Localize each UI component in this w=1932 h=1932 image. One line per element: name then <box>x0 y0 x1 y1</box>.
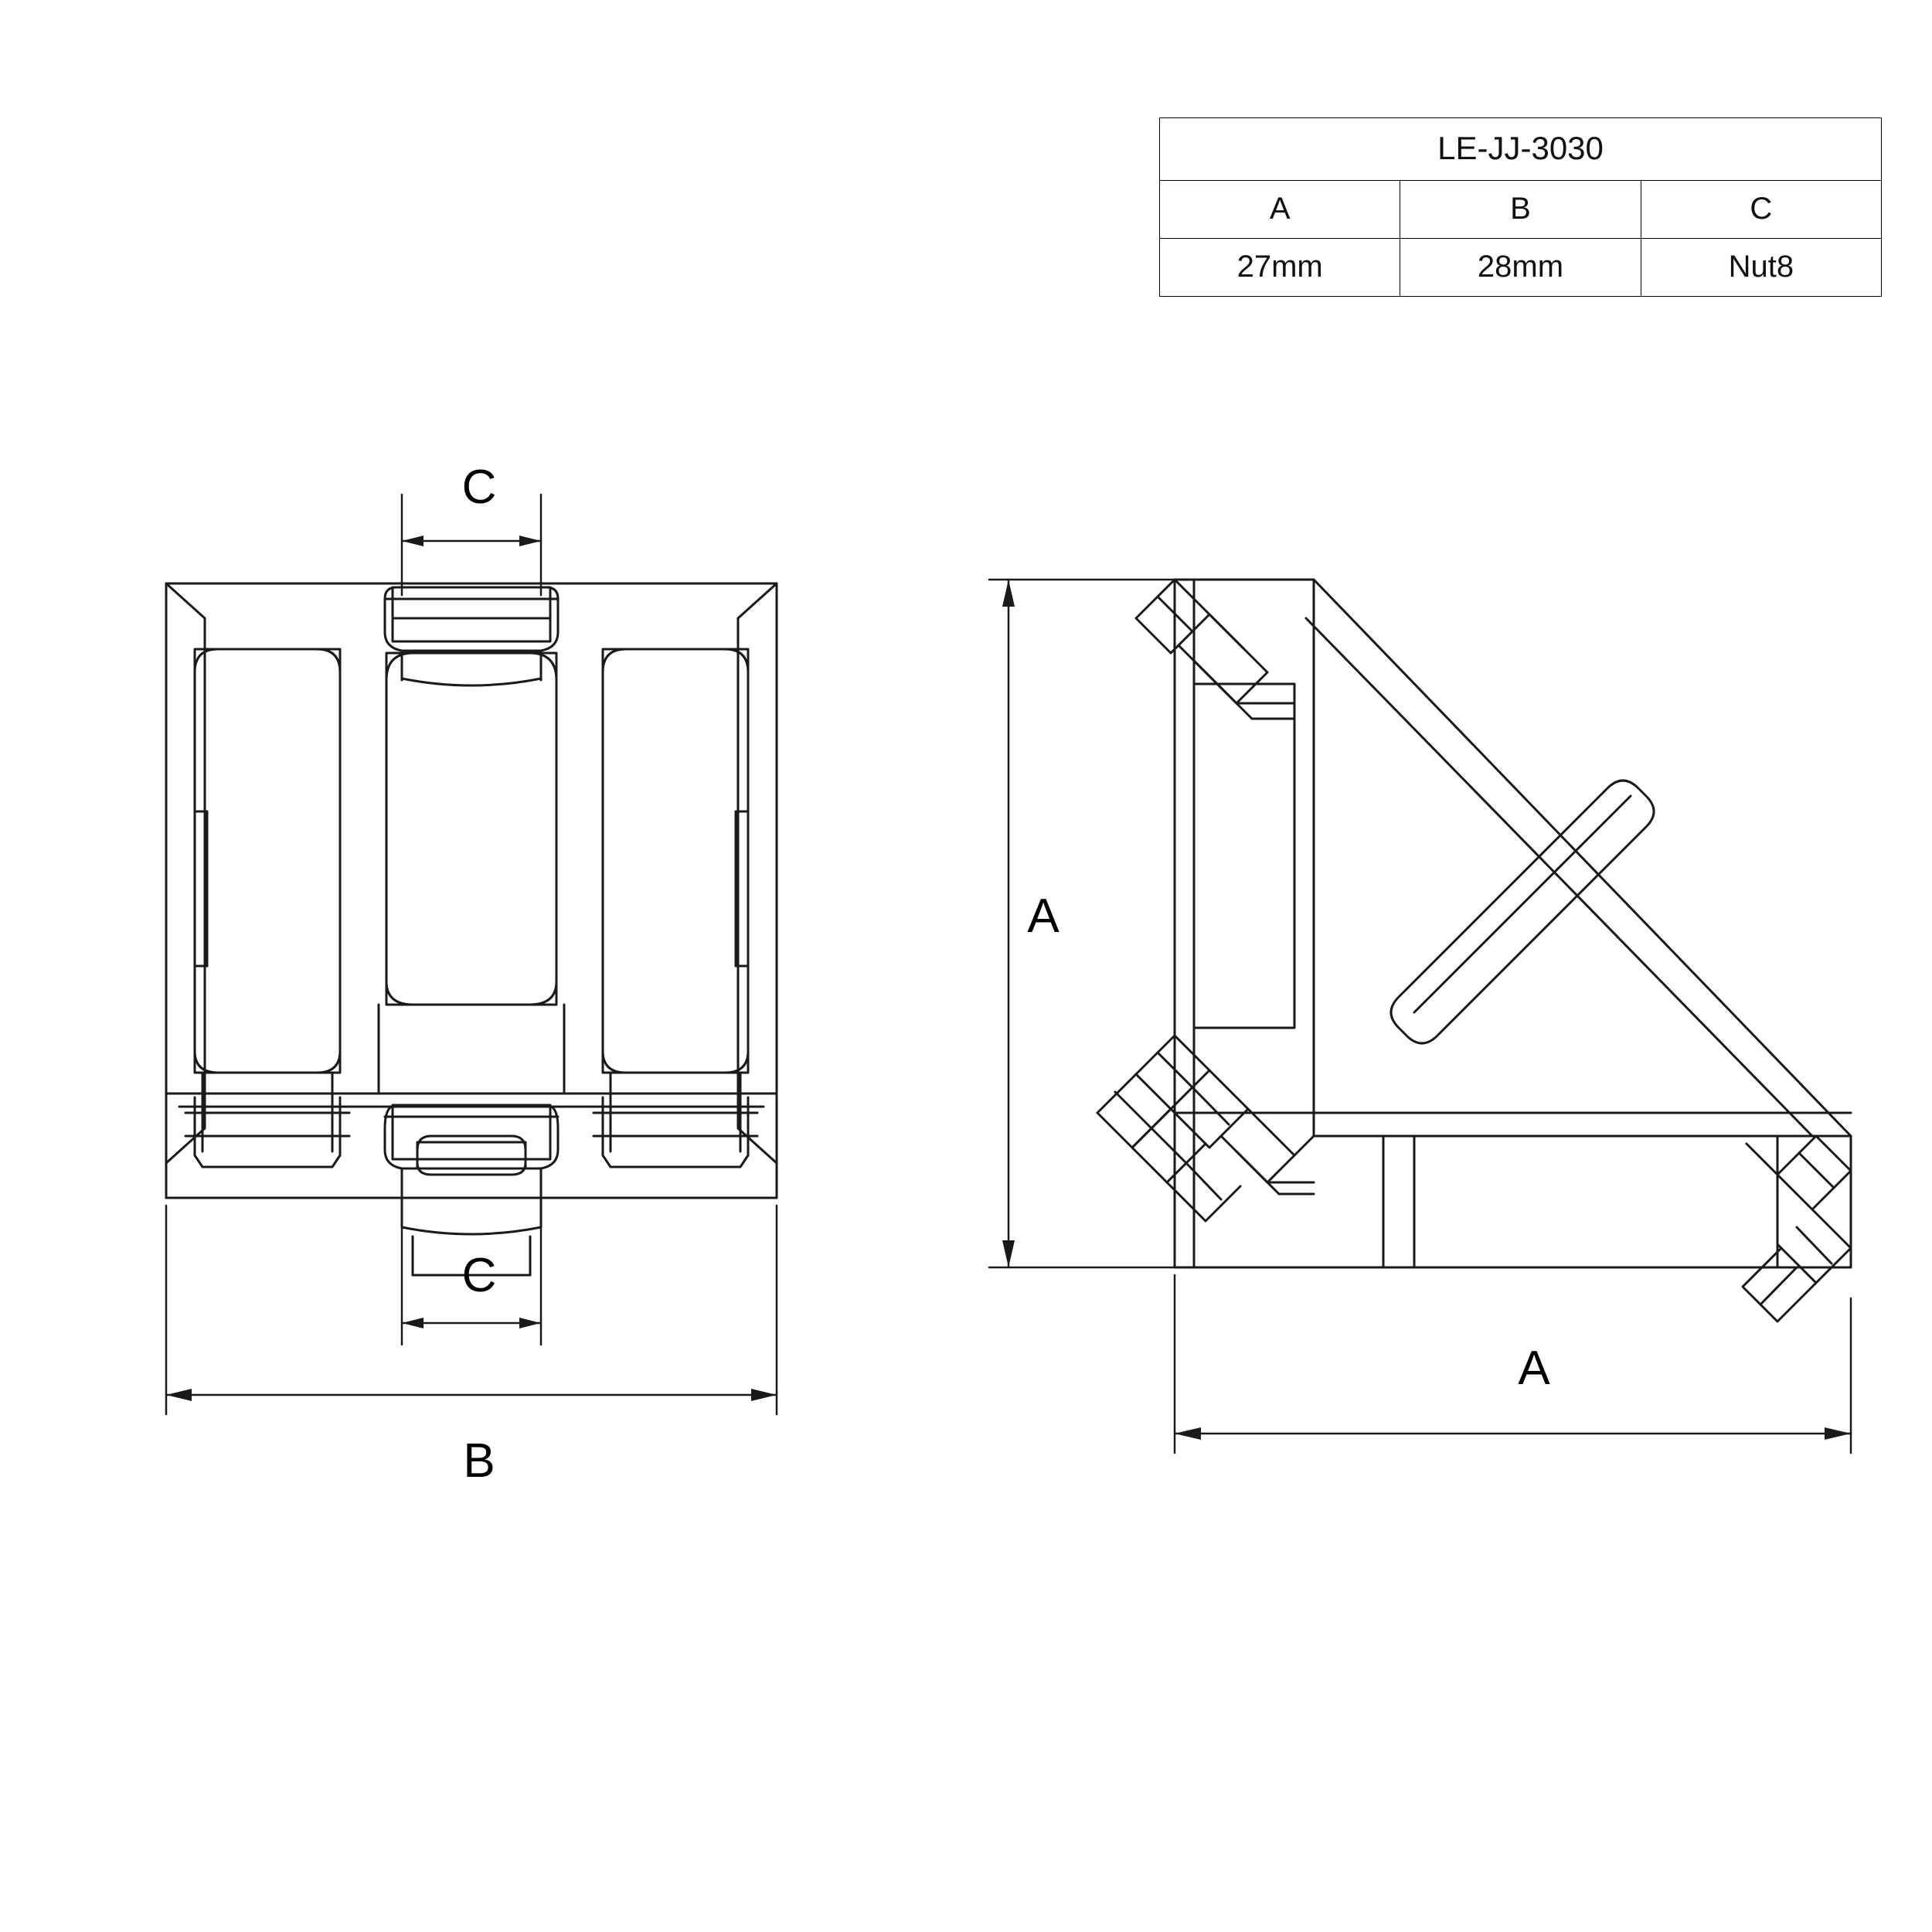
dimension-label-b: B <box>463 1434 495 1488</box>
side-view-geometry <box>1097 580 1851 1321</box>
dimension-label-a-height: A <box>1027 889 1060 943</box>
dimension-label-a-width: A <box>1518 1342 1550 1395</box>
spec-header-b: B <box>1400 181 1641 239</box>
spec-header-a: A <box>1160 181 1400 239</box>
side-view-dimensions <box>989 580 1851 1453</box>
dimension-label-c-top: C <box>461 461 497 514</box>
front-view-geometry <box>166 583 777 1275</box>
spec-value-b: 28mm <box>1400 239 1641 297</box>
dimension-label-c-bottom: C <box>461 1249 497 1302</box>
spec-value-a: 27mm <box>1160 239 1400 297</box>
spec-value-c: Nut8 <box>1641 239 1881 297</box>
spec-header-c: C <box>1641 181 1881 239</box>
part-number-cell: LE-JJ-3030 <box>1160 118 1882 181</box>
